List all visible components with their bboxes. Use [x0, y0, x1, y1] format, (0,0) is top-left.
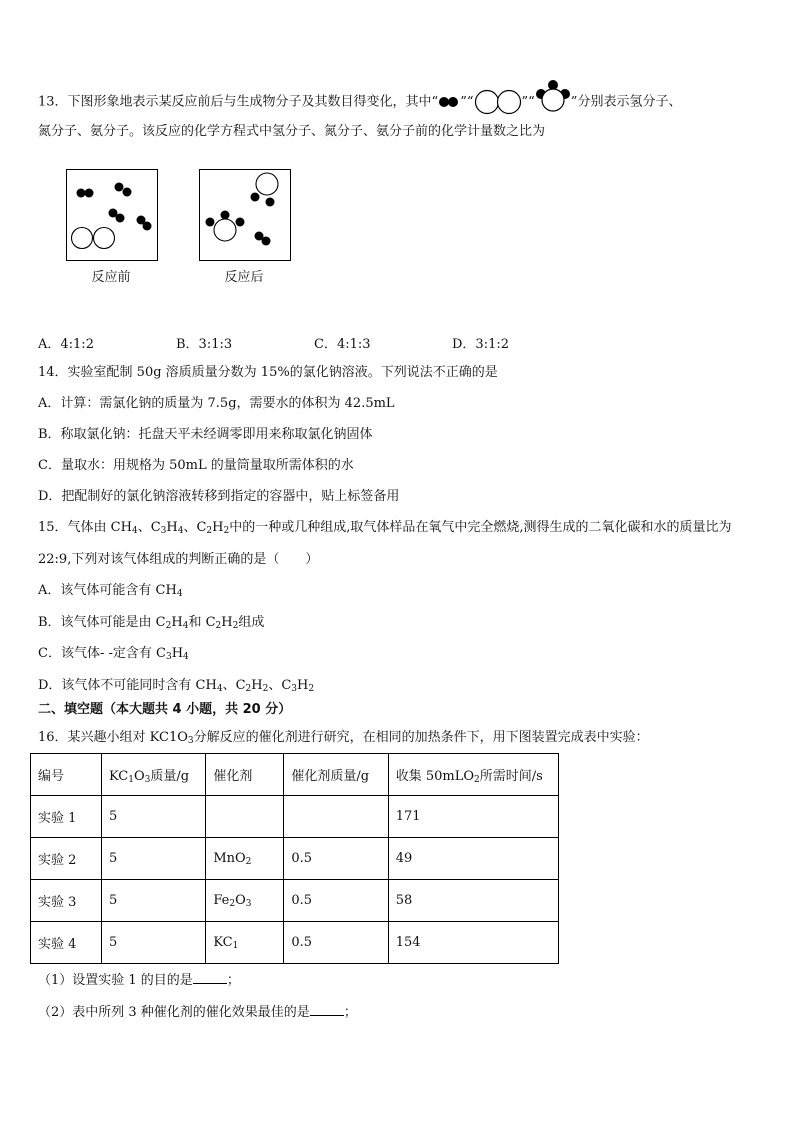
table-cell — [284, 796, 388, 838]
q15-option-b — [38, 614, 264, 635]
q16-sub-text: ； — [343, 1005, 357, 1020]
table-cell: 实验 1 — [31, 796, 102, 838]
q15-text: H — [212, 520, 224, 535]
q16-text: 16．某兴趣小组对 KC1O — [38, 730, 188, 745]
subscript: 2 — [206, 526, 213, 536]
hydrogen-atom-icon — [266, 198, 275, 207]
table-cell: 5 — [101, 838, 205, 880]
q13-quote-1: ”“ — [460, 94, 474, 110]
table-header-cell: 收集 50mLO$_2$所需时间/s — [388, 754, 558, 796]
subscript: 2 — [232, 621, 239, 631]
table-header-cell: $KC_1O_3$质量/g — [101, 754, 205, 796]
q15-option-text: H — [297, 678, 309, 693]
after-reaction-box — [199, 169, 291, 261]
q15-option-text: H — [221, 615, 233, 630]
subscript: 2 — [245, 684, 252, 694]
q13-option-a: A．4:1:2 — [38, 337, 94, 352]
subscript: 3 — [187, 736, 194, 746]
hydrogen-molecule-icon — [109, 209, 125, 223]
q14-option-c: C．量取水：用规格为 50mL 的量筒量取所需体积的水 — [38, 458, 354, 473]
table-header-cell: 编号 — [31, 754, 102, 796]
ammonia-molecule-icon — [535, 79, 571, 113]
q15-option-text: D．该气体不可能同时含有 CH — [38, 678, 217, 693]
q14-option-a: A．计算：需氯化钠的质量为 7.5g，需要水的体积为 42.5mL — [38, 396, 395, 411]
subscript: 2 — [215, 621, 222, 631]
q16-stem — [38, 729, 649, 750]
q15-text: 、C — [137, 520, 161, 535]
table-cell: 0.5 — [284, 838, 388, 880]
table-row — [31, 880, 559, 922]
ammonia-molecule-icon — [206, 211, 245, 242]
q15-option-text: 、C — [268, 678, 292, 693]
q15-text: 15．气体由 CH — [38, 520, 132, 535]
table-cell: 实验 2 — [31, 838, 102, 880]
q15-stem-line2: 22:9,下列对该气体组成的判断正确的是（ ） — [38, 552, 319, 567]
subscript: 4 — [216, 684, 223, 694]
subscript: 2 — [262, 684, 269, 694]
table-header-cell: 催化剂质量/g — [284, 754, 388, 796]
q13-prefix: 13．下图形象地表示某反应前后与生成物分子及其数目得变化，其中“ — [38, 94, 439, 110]
after-reaction-caption: 反应后 — [224, 270, 264, 285]
q15-text: 、C — [183, 520, 207, 535]
table-cell — [206, 796, 284, 838]
q13-option-b: B．3:1:3 — [176, 337, 233, 352]
table-row — [31, 838, 559, 880]
q14-stem: 14．实验室配制 50g 溶质质量分数为 15%的氯化钠溶液。下列说法不正确的是 — [38, 365, 498, 380]
before-reaction-caption: 反应前 — [91, 270, 131, 285]
subscript: 3 — [291, 684, 298, 694]
q15-option-d — [38, 677, 314, 698]
before-reaction-molecules — [67, 170, 157, 260]
q14-option-b: B．称取氯化钠：托盘天平未经调零即用来称取氯化钠固体 — [38, 427, 373, 442]
section-2-heading: 二、填空题（本大题共 4 小题，共 20 分） — [38, 702, 292, 717]
table-cell: 171 — [388, 796, 558, 838]
subscript: 3 — [165, 652, 172, 662]
q15-option-c — [38, 645, 189, 666]
q15-option-text: 组成 — [238, 615, 265, 630]
table-cell: 实验 3 — [31, 880, 102, 922]
q13-option-c: C．4:1:3 — [314, 337, 371, 352]
q16-subquestion-1 — [38, 971, 240, 990]
q15-stem-line1 — [38, 519, 732, 540]
table-row — [31, 796, 559, 838]
table-cell: 49 — [388, 838, 558, 880]
before-reaction-box — [66, 169, 158, 261]
q16-subquestion-2 — [38, 1003, 357, 1022]
q15-option-a — [38, 582, 183, 603]
q15-option-text: 、C — [222, 678, 246, 693]
hydrogen-molecule-icon — [115, 183, 132, 197]
subscript: 4 — [183, 652, 189, 662]
q15-option-text: A．该气体可能含有 CH — [38, 583, 177, 598]
q15-text: 中的一种或几种组成,取气体样品在氧气中完全燃烧,测得生成的二氧化碳和水的质量比为 — [229, 520, 732, 535]
q15-option-text: H — [171, 646, 184, 661]
hydrogen-molecule-icon — [77, 189, 94, 198]
hydrogen-molecule-icon — [255, 232, 271, 246]
table-header-row — [31, 754, 559, 796]
q15-option-text: H — [171, 615, 183, 630]
q16-sub-text: （2）表中所列 3 种催化剂的催化效果最佳的是 — [38, 1005, 310, 1020]
q15-option-text: C．该气体- -定含有 C — [38, 646, 166, 661]
table-cell: 58 — [388, 880, 558, 922]
table-cell: $Fe_2O_3$ — [206, 880, 284, 922]
table-cell: 154 — [388, 922, 558, 964]
table-cell: 实验 4 — [31, 922, 102, 964]
hydrogen-molecule-icon — [438, 95, 460, 109]
q16-text: 分解反应的催化剂进行研究，在相同的加热条件下，用下图装置完成表中实验： — [193, 730, 649, 745]
nitrogen-atom-icon — [256, 173, 278, 195]
subscript: 4 — [131, 526, 138, 536]
table-cell: 0.5 — [284, 880, 388, 922]
table-cell: MnO$_2$ — [206, 838, 284, 880]
nitrogen-molecule-icon — [474, 89, 522, 115]
hydrogen-atom-icon — [251, 193, 260, 202]
q15-text: H — [166, 520, 178, 535]
q15-option-text: 和 C — [188, 615, 216, 630]
table-cell: $KC_1$ — [206, 922, 284, 964]
subscript: 4 — [177, 526, 184, 536]
q13-stem-line2: 氮分子、氨分子。该反应的化学方程式中氢分子、氮分子、氨分子前的化学计量数之比为 — [38, 124, 546, 139]
hydrogen-molecule-icon — [137, 216, 152, 231]
subscript: 4 — [176, 589, 183, 599]
answer-blank[interactable] — [193, 971, 227, 984]
q15-option-text: B．该气体可能是由 C — [38, 615, 166, 630]
q16-sub-text: （1）设置实验 1 的目的是 — [38, 973, 193, 988]
subscript: 2 — [165, 621, 172, 631]
subscript: 4 — [182, 621, 189, 631]
after-reaction-molecules — [200, 170, 290, 260]
table-row — [31, 922, 559, 964]
table-cell: 0.5 — [284, 922, 388, 964]
table-cell: 5 — [101, 796, 205, 838]
q16-data-table — [30, 753, 559, 964]
answer-blank[interactable] — [310, 1003, 344, 1016]
q15-option-text: H — [251, 678, 263, 693]
q13-suffix: ”分别表示氢分子、 — [570, 94, 682, 110]
table-cell: 5 — [101, 880, 205, 922]
q13-stem-line1 — [38, 89, 681, 115]
q14-option-d: D．把配制好的氯化钠溶液转移到指定的容器中，贴上标签备用 — [38, 489, 400, 504]
table-header-cell: 催化剂 — [206, 754, 284, 796]
nitrogen-molecule-icon — [72, 228, 115, 249]
subscript: 3 — [160, 526, 167, 536]
q13-option-d: D．3:1:2 — [452, 337, 509, 352]
table-cell: 5 — [101, 922, 205, 964]
subscript: 2 — [223, 526, 230, 536]
q16-sub-text: ； — [226, 973, 240, 988]
subscript: 2 — [308, 684, 315, 694]
q13-quote-2: ”“ — [521, 94, 535, 110]
